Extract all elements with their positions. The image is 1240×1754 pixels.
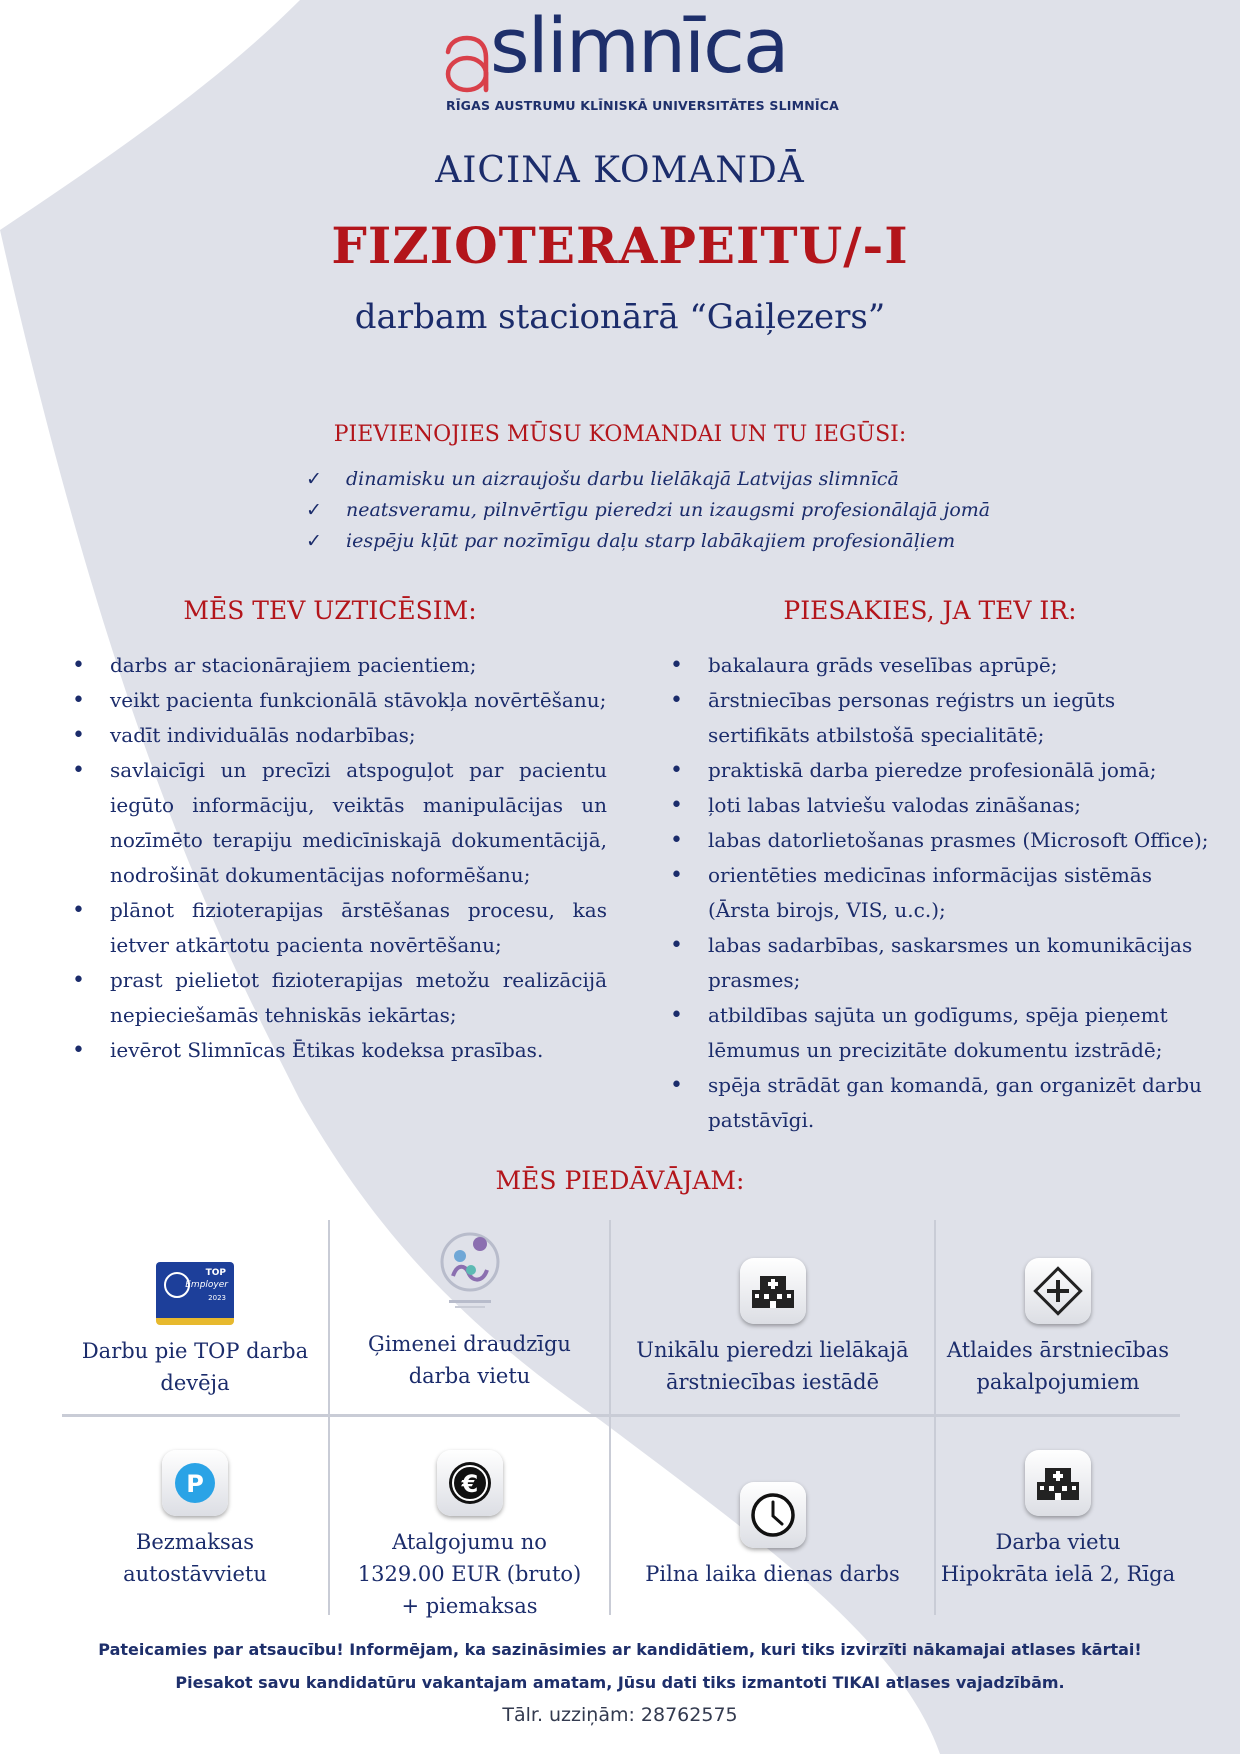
requirement-item: • labas sadarbības, saskarsmes un komunikācijas prasmes; [660, 928, 1210, 998]
top-employer-badge: TOP Employer 2023 [156, 1262, 234, 1325]
heading-location: darbam stacionārā “Gaiļezers” [354, 297, 886, 337]
checkmark-icon: ✓ [306, 468, 322, 490]
clock-icon [740, 1482, 806, 1548]
checkmark-icon: ✓ [306, 499, 322, 521]
benefit-item: ✓ neatsveramu, pilnvērtīgu pieredzi un izaugsmi profesionālajā jomā [306, 495, 1006, 526]
offer-salary [330, 1450, 609, 1622]
requirements-list [660, 648, 1210, 1138]
responsibility-item: • savlaicīgi un precīzi atspoguļot par pacientu iegūto informāciju, veiktās manipulācijas un nozīmēto terapiju medicīniskajā dokumentācijā, nodrošināt dokumentācijas noformēšanu; [62, 753, 607, 893]
requirement-item: • praktiskā darba pieredze profesionālā jomā; [660, 753, 1210, 788]
offer-label: devēja [160, 1371, 230, 1395]
apply-title: PIESAKIES, JA TEV IR: [783, 596, 1077, 625]
requirement-item: • bakalaura grāds veselības aprūpē; [660, 648, 1210, 683]
footer-data-notice: Piesakot savu kandidatūru vakantajam amatam, Jūsu dati tiks izmantoti TIKAI atlases vajadzībām. [175, 1673, 1065, 1692]
euro-icon [437, 1450, 503, 1516]
requirement-item: • spēja strādāt gan komandā, gan organizēt darbu patstāvīgi. [660, 1068, 1210, 1138]
parking-icon [162, 1450, 228, 1516]
offer-label: autostāvvietu [123, 1562, 267, 1586]
offer-parking [62, 1450, 328, 1590]
offer-label: Ģimenei draudzīgu [368, 1332, 571, 1356]
svg-text:€: € [461, 1470, 478, 1498]
offer-label: darba vietu [408, 1364, 531, 1388]
offer-label: 1329.00 EUR (bruto) [357, 1562, 582, 1586]
offer-full-time [611, 1482, 934, 1590]
medical-plus-icon [1025, 1258, 1091, 1324]
grid-divider [62, 1414, 1180, 1417]
hospital-icon [740, 1258, 806, 1324]
heading-position: FIZIOTERAPEITU/-I [331, 216, 909, 275]
offer-label: ārstniecības iestādē [665, 1370, 880, 1394]
footer-thanks: Pateicamies par atsaucību! Informējam, ka sazināsimies ar kandidātiem, kuri tiks izvirzīti nākamajai atlases kārtai! [98, 1640, 1142, 1659]
offer-discounts [936, 1258, 1180, 1398]
offer-label: Darba vietu [995, 1530, 1121, 1554]
offer-top-employer [62, 1262, 328, 1399]
responsibility-item: • plānot fizioterapijas ārstēšanas procesu, kas ietver atkārtotu pacienta novērtēšanu; [62, 893, 607, 963]
responsibility-item: • veikt pacienta funkcionālā stāvokļa novērtēšanu; [62, 683, 607, 718]
offer-label: Atlaides ārstniecības [946, 1338, 1170, 1362]
requirement-item: • labas datorlietošanas prasmes (Microsoft Office); [660, 823, 1210, 858]
hospital-building-icon [1025, 1450, 1091, 1516]
requirement-item: • atbildības sajūta un godīgums, spēja pieņemt lēmumus un precizitāte dokumentu izstrādē; [660, 998, 1210, 1068]
hospital-logo [440, 1, 840, 114]
responsibility-item: • darbs ar stacionārajiem pacientiem; [62, 648, 607, 683]
logo-wordmark: slimnīca [490, 1, 788, 90]
offer-family-friendly [330, 1226, 609, 1392]
responsibility-item: • vadīt individuālās nodarbības; [62, 718, 607, 753]
requirement-item: • ļoti labas latviešu valodas zināšanas; [660, 788, 1210, 823]
offer-label: + piemaksas [401, 1594, 538, 1618]
responsibility-item: • prast pielietot fizioterapijas metožu realizācijā nepieciešamās tehniskās iekārtas; [62, 963, 607, 1033]
responsibilities-list [62, 648, 607, 1068]
benefits-list [306, 464, 1006, 557]
footer-phone: Tālr. uzziņām: 28762575 [502, 1704, 738, 1726]
offer-label: Unikālu pieredzi lielākajā [636, 1338, 909, 1362]
requirement-item: • orientēties medicīnas informācijas sistēmās (Ārsta birojs, VIS, u.c.); [660, 858, 1210, 928]
join-title: PIEVIENOJIES MŪSU KOMANDAI UN TU IEGŪSI: [333, 422, 907, 447]
offer-unique-experience [611, 1258, 934, 1398]
benefit-item: ✓ dinamisku un aizraujošu darbu lielākajā Latvijas slimnīcā [306, 464, 1006, 495]
heart-icon [164, 1272, 190, 1298]
offer-workplace [936, 1450, 1180, 1590]
offer-title: MĒS PIEDĀVĀJAM: [495, 1166, 745, 1195]
offer-label: Atalgojumu no [392, 1530, 547, 1554]
family-friendly-logo [435, 1226, 505, 1318]
responsibility-item: • ievērot Slimnīcas Ētikas kodeksa prasības. [62, 1033, 607, 1068]
checkmark-icon: ✓ [306, 530, 322, 552]
logo-subtitle: RĪGAS AUSTRUMU KLĪNISKĀ UNIVERSITĀTES SLIMNĪCA [446, 98, 840, 113]
requirement-item: • ārstniecības personas reģistrs un iegūts sertifikāts atbilstošā specialitātē; [660, 683, 1210, 753]
svg-text:P: P [186, 1470, 204, 1498]
offer-label: Pilna laika dienas darbs [645, 1562, 900, 1586]
benefit-item: ✓ iespēju kļūt par nozīmīgu daļu starp labākajiem profesionāļiem [306, 526, 1006, 557]
offer-label: Hipokrāta ielā 2, Rīga [940, 1562, 1176, 1586]
trust-title: MĒS TEV UZTICĒSIM: [183, 596, 477, 625]
offer-label: Bezmaksas [135, 1530, 255, 1554]
offer-label: Darbu pie TOP darba [81, 1339, 309, 1363]
heading-invite: AICINA KOMANDĀ [435, 150, 805, 191]
offer-label: pakalpojumiem [976, 1370, 1140, 1394]
